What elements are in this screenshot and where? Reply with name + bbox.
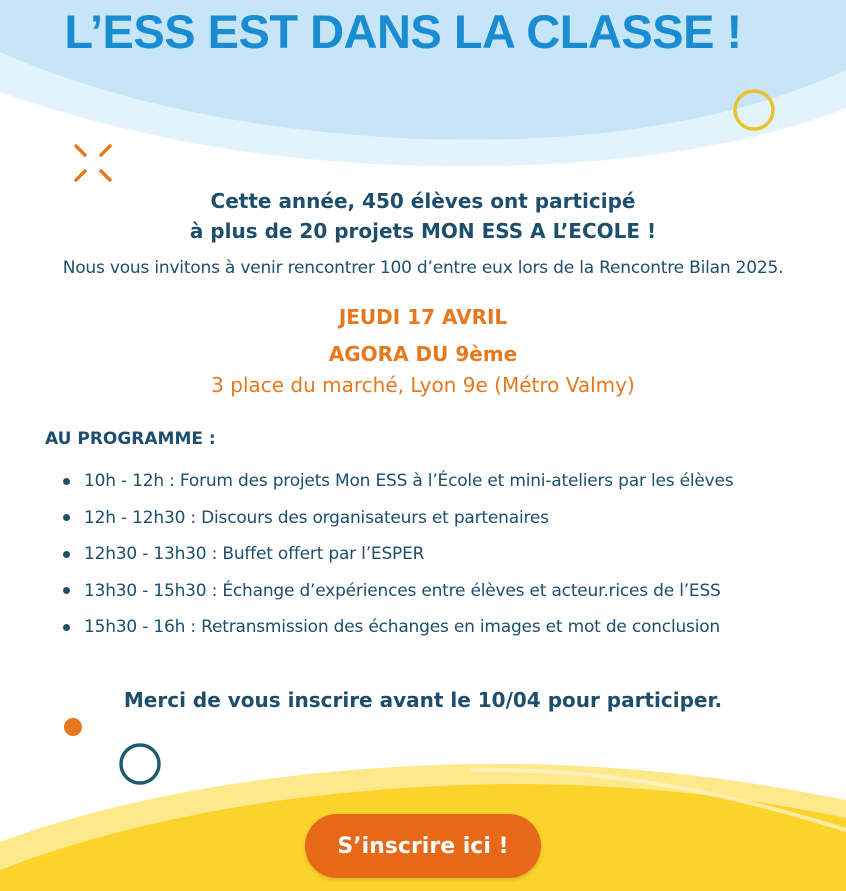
- event-address: 3 place du marché, Lyon 9e (Métro Valmy): [211, 373, 635, 397]
- bullet-icon: [63, 587, 70, 594]
- program-item-text: 15h30 - 16h : Retransmission des échanges en images et mot de conclusion: [84, 617, 721, 638]
- program-item: [63, 536, 823, 573]
- bullet-icon: [63, 478, 70, 485]
- event-venue: AGORA DU 9ème: [328, 342, 518, 366]
- register-button[interactable]: S’inscrire ici !: [305, 814, 541, 878]
- invitation-text: Nous vous invitons à venir rencontrer 100 d’entre eux lors de la Rencontre Bilan 2025.: [62, 258, 784, 278]
- program-list: [63, 463, 823, 646]
- event-date: JEUDI 17 AVRIL: [338, 305, 508, 329]
- page-title: L’ESS EST DANS LA CLASSE !: [64, 5, 742, 58]
- bullet-icon: [63, 551, 70, 558]
- program-item: [63, 609, 823, 646]
- program-item-text: 12h - 12h30 : Discours des organisateurs et partenaires: [84, 507, 549, 528]
- intro-line-2: à plus de 20 projets MON ESS A L’ECOLE !: [189, 219, 657, 243]
- program-item: [63, 573, 823, 610]
- bullet-icon: [63, 624, 70, 631]
- intro-block: [0, 186, 846, 246]
- registration-deadline: Merci de vous inscrire avant le 10/04 pour participer.: [123, 688, 723, 712]
- program-item-text: 12h30 - 13h30 : Buffet offert par l’ESPER: [84, 544, 425, 565]
- program-item: [63, 463, 823, 500]
- program-item: [63, 500, 823, 537]
- program-item-text: 10h - 12h : Forum des projets Mon ESS à l’École et mini-ateliers par les élèves: [84, 471, 734, 492]
- intro-line-1: Cette année, 450 élèves ont participé: [210, 189, 636, 213]
- program-item-text: 13h30 - 15h30 : Échange d’expériences entre élèves et acteur.rices de l’ESS: [84, 580, 721, 601]
- program-heading: AU PROGRAMME :: [45, 429, 216, 449]
- bullet-icon: [63, 514, 70, 521]
